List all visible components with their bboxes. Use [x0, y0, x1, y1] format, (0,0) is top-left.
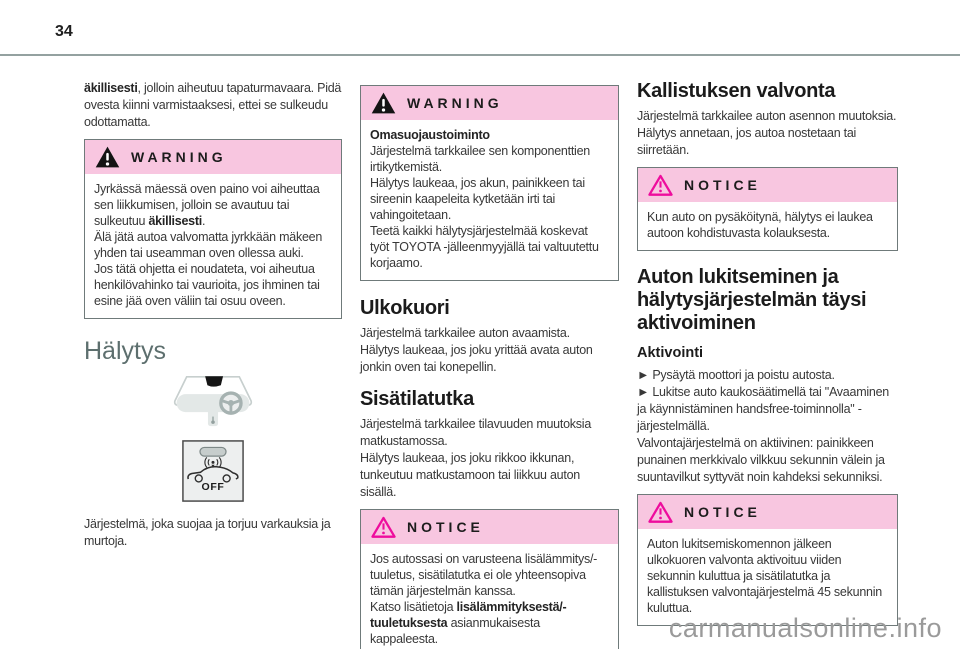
- notice-paragraph: Jos autossasi on varusteena lisälämmitys/-tuuletus, sisätilatutka ei ole yhteensopiva tämän järjestelmän kanssa.: [370, 552, 598, 598]
- warning-title: WARNING: [131, 149, 227, 165]
- notice-box-activation-delay: [637, 494, 898, 626]
- notice-paragraph: Katso lisätietoja lisälämmityksestä/-tuuletuksesta asianmukaisesta kappaleesta.: [370, 600, 567, 646]
- warning-paragraph: Jyrkässä mäessä oven paino voi aiheuttaa sen liikkumisen, jolloin se avautuu tai sulkeutuu äkillisesti.: [94, 182, 320, 228]
- warning-paragraph: Älä jätä autoa valvomatta jyrkkään mäkeen yhden tai useamman oven ollessa auki.: [94, 230, 323, 260]
- notice-box-body: [638, 529, 897, 625]
- warning-box-doors: [84, 139, 342, 319]
- warning-box-header: [85, 140, 341, 174]
- dashboard-top-view-icon: [171, 374, 255, 430]
- body-paragraph: Hälytys laukeaa, jos joku yrittää avata auton jonkin oven tai konepellin.: [360, 343, 593, 374]
- body-paragraph: Valvontajärjestelmä on aktiivinen: painikkeen punainen merkkivalo vilkkuu sekunnin välein ja suuntavilkut syttyvät noin kahdeksi sekunniksi.: [637, 436, 885, 484]
- notice-box-header: [638, 495, 897, 529]
- body-paragraph: Järjestelmä tarkkailee auton avaamista.: [360, 326, 570, 340]
- notice-title: NOTICE: [407, 519, 484, 535]
- notice-triangle-icon: [648, 501, 673, 523]
- notice-triangle-icon: [371, 516, 396, 538]
- watermark-link: carmanualsonline.info: [668, 613, 942, 643]
- subsection-title-aktivointi: Aktivointi: [637, 345, 704, 361]
- alarm-off-button-illustration: [84, 440, 342, 502]
- middle-column: [360, 80, 619, 649]
- warning-triangle-icon: [371, 92, 396, 114]
- section-title-halytys: Hälytys: [84, 337, 166, 365]
- warning-paragraph: Jos tätä ohjetta ei noudateta, voi aiheutua henkilövahinko tai vaurioita, jos ihminen tai esine jää oven väliin tai osuu oveen.: [94, 262, 320, 308]
- warning-paragraph: Järjestelmä tarkkailee sen komponenttien irtikytkemistä.: [370, 144, 590, 174]
- left-column: [84, 80, 342, 550]
- bullet-item: ► Pysäytä moottori ja poistu autosta.: [637, 368, 835, 382]
- alarm-off-button-label: OFF: [201, 481, 225, 494]
- notice-title: NOTICE: [684, 177, 761, 193]
- header-rule: [0, 54, 960, 56]
- page-number: 34: [55, 23, 73, 40]
- notice-box-header: [361, 510, 618, 544]
- notice-paragraph: Kun auto on pysäköitynä, hälytys ei laukea autoon kohdistuvasta kolauksesta.: [647, 210, 873, 240]
- section-title-sisatilatutka: Sisätilatutka: [360, 388, 474, 410]
- body-paragraph: Hälytys annetaan, jos autoa nostetaan tai siirretään.: [637, 126, 857, 157]
- warning-box-body: [361, 120, 618, 280]
- warning-box-header: [361, 86, 618, 120]
- notice-triangle-icon: [648, 174, 673, 196]
- warning-paragraph: Hälytys laukeaa, jos akun, painikkeen tai sireenin kaapeleita kytketään irti tai vahingoitetaan.: [370, 176, 585, 222]
- notice-box-parked: [637, 167, 898, 251]
- warning-paragraph: Teetä kaikki hälytysjärjestelmää koskevat työt TOYOTA -jälleenmyyjällä tai valtuutettu korjaamo.: [370, 224, 599, 270]
- dashboard-illustration: [84, 374, 342, 430]
- notice-box-body: [361, 544, 618, 649]
- bullet-item: ► Lukitse auto kaukosäätimellä tai "Avaaminen ja käynnistäminen handsfree-toiminnolla" -järjestelmällä.: [637, 385, 890, 433]
- notice-paragraph: Auton lukitsemiskomennon jälkeen ulkokuoren valvonta aktivoituu viiden sekunnin kuluttua ja sisätilatutka ja kallistuksen valvontajärjestelmä 45 sekunnin kuluttua.: [647, 537, 882, 615]
- warning-box-self-protection: [360, 85, 619, 281]
- notice-box-body: [638, 202, 897, 250]
- warning-title: WARNING: [407, 95, 503, 111]
- alarm-caption: Järjestelmä, joka suojaa ja torjuu varkauksia ja murtoja.: [84, 517, 331, 548]
- body-paragraph: Järjestelmä tarkkailee auton asennon muutoksia.: [637, 109, 897, 123]
- right-column: [637, 80, 898, 626]
- alarm-off-button-icon: [182, 440, 244, 502]
- body-paragraph: Hälytys laukeaa, jos joku rikkoo ikkunan, tunkeutuu matkustamoon tai liikkuu auton sisällä.: [360, 451, 580, 499]
- warning-paragraph: Omasuojaustoiminto: [370, 128, 490, 142]
- body-paragraph: Järjestelmä tarkkailee tilavuuden muutoksia matkustamossa.: [360, 417, 592, 448]
- warning-box-body: [85, 174, 341, 318]
- section-title-auton-lukitseminen: Auton lukitseminen ja hälytysjärjestelmän täysi aktivoiminen: [637, 266, 867, 334]
- intro-paragraph: äkillisesti, jolloin aiheutuu tapaturmavaara. Pidä ovesta kiinni varmistaaksesi, ettei se sulkeudu odottamatta.: [84, 81, 342, 129]
- warning-triangle-icon: [95, 146, 120, 168]
- notice-box-header: [638, 168, 897, 202]
- notice-box-heater: [360, 509, 619, 649]
- section-title-ulkokuori: Ulkokuori: [360, 297, 450, 319]
- notice-title: NOTICE: [684, 504, 761, 520]
- section-title-kallistuksen-valvonta: Kallistuksen valvonta: [637, 80, 836, 102]
